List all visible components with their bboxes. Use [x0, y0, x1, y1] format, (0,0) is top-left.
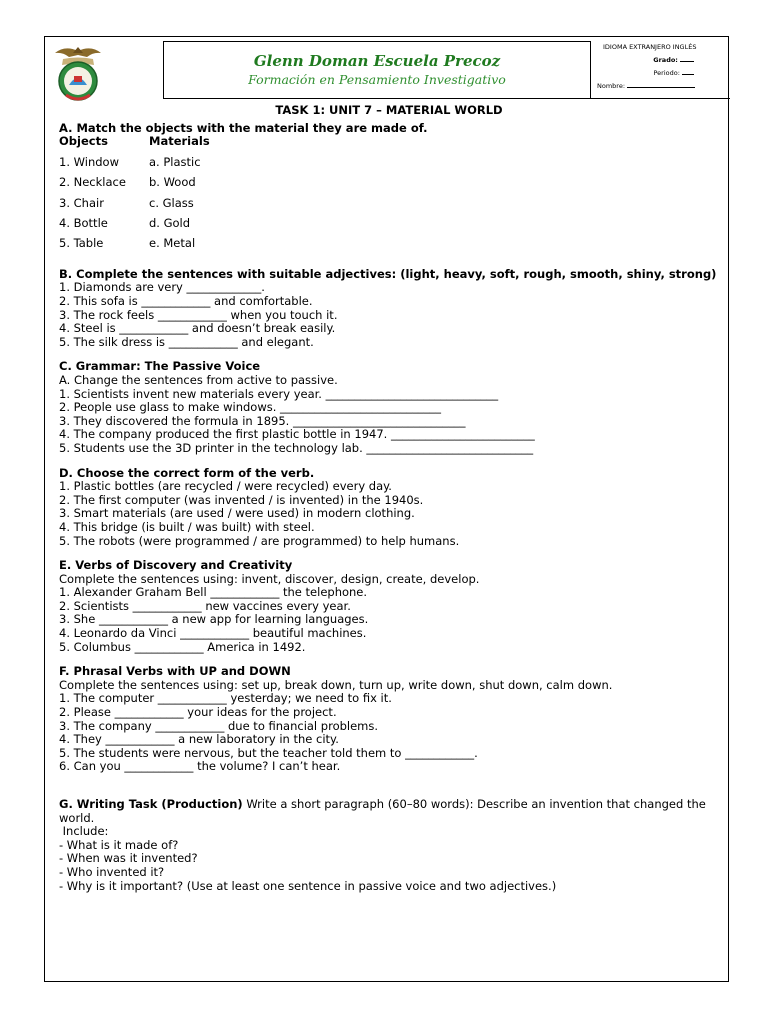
section-a-title: A. Match the objects with the material they are made of.: [59, 120, 428, 135]
sentence-item: 3. The rock feels ____________ when you touch it.: [59, 307, 338, 322]
match-row: [59, 193, 719, 213]
sentence-item: 3. Smart materials (are used / were used) in modern clothing.: [59, 506, 415, 521]
task-title: TASK 1: UNIT 7 – MATERIAL WORLD: [275, 103, 503, 117]
sentence-item: 2. This sofa is ____________ and comfortable.: [59, 294, 313, 308]
sentence-item: 5. The students were nervous, but the teacher told them to ____________.: [59, 745, 478, 760]
match-row: [59, 172, 719, 192]
object-item: 2. Necklace: [59, 175, 126, 190]
sentence-item: 1. Diamonds are very _____________.: [59, 280, 265, 295]
object-item: 3. Chair: [59, 195, 104, 210]
sentence-item: 2. The first computer (was invented / is invented) in the 1940s.: [59, 492, 424, 507]
sentence-item: 3. The company ____________ due to financial problems.: [59, 718, 379, 733]
name-label: Nombre:: [597, 82, 626, 90]
section-c-title: C. Grammar: The Passive Voice: [59, 359, 261, 374]
section-f-instruction: Complete the sentences using: set up, break down, turn up, write down, shut down, calm down.: [59, 677, 613, 692]
material-item: b. Wood: [149, 175, 196, 190]
material-item: e. Metal: [149, 236, 196, 251]
prompt-item: - When was it invented?: [59, 851, 198, 866]
objects-header: Objects: [59, 134, 108, 149]
object-item: 4. Bottle: [59, 216, 108, 230]
match-table-header: [59, 135, 719, 149]
school-name: Glenn Doman Escuela Precoz: [253, 52, 501, 70]
section-g-instruction: Write a short paragraph (60–80 words): Describe an invention that changed the world.: [59, 797, 706, 825]
school-title-box: [163, 41, 591, 99]
sentence-item: 5. Columbus ____________ America in 1492.: [59, 639, 306, 654]
section-b-title: B. Complete the sentences with suitable adjectives: (light, heavy, soft, rough, smooth, shiny, strong): [59, 266, 717, 281]
grade-row: [597, 54, 724, 67]
student-info-box: [597, 41, 724, 93]
match-row: [59, 152, 719, 172]
sentence-item: 5. Students use the 3D printer in the technology lab. _____________________________: [59, 440, 534, 455]
section-g-include: Include:: [59, 824, 109, 839]
sentence-item: 2. People use glass to make windows. ____________________________: [59, 400, 442, 415]
subject-label: IDIOMA EXTRANJERO INGLÉS: [603, 43, 697, 51]
worksheet-page: [44, 36, 729, 982]
materials-header: Materials: [149, 134, 210, 149]
material-item: a. Plastic: [149, 154, 201, 169]
grade-label: Grado:: [653, 56, 678, 64]
sentence-item: 5. The robots (were programmed / are programmed) to help humans.: [59, 533, 460, 548]
name-row: [597, 80, 724, 93]
match-row: [59, 213, 719, 233]
prompt-item: - What is it made of?: [59, 837, 179, 852]
sentence-item: 3. They discovered the formula in 1895. ______________________________: [59, 413, 466, 428]
section-d-title: D. Choose the correct form of the verb.: [59, 465, 315, 480]
period-row: [597, 67, 724, 80]
sentence-item: 6. Can you ____________ the volume? I can’t hear.: [59, 759, 341, 774]
object-item: 5. Table: [59, 236, 104, 251]
section-g-paragraph: [59, 798, 719, 825]
sentence-item: 1. Alexander Graham Bell ____________ the telephone.: [59, 585, 368, 600]
period-label: Periodo:: [653, 69, 680, 77]
sentence-item: 1. The computer ____________ yesterday; we need to fix it.: [59, 691, 392, 706]
section-g-title: G. Writing Task (Production): [59, 797, 243, 811]
sentence-item: 4. Leonardo da Vinci ____________ beautiful machines.: [59, 626, 367, 641]
sentence-item: 2. Scientists ____________ new vaccines every year.: [59, 598, 351, 613]
sentence-item: 1. Plastic bottles (are recycled / were recycled) every day.: [59, 479, 392, 494]
grade-field[interactable]: [680, 61, 694, 62]
header-divider: [203, 98, 730, 99]
sentence-item: 4. The company produced the first plastic bottle in 1947. _________________________: [59, 427, 535, 442]
object-item: 1. Window: [59, 154, 119, 169]
section-f-title: F. Phrasal Verbs with UP and DOWN: [59, 664, 291, 679]
sentence-item: 3. She ____________ a new app for learning languages.: [59, 612, 369, 627]
school-subtitle: Formación en Pensamiento Investigativo: [248, 72, 506, 87]
prompt-item: - Who invented it?: [59, 864, 165, 879]
sentence-item: 1. Scientists invent new materials every year. ______________________________: [59, 386, 499, 401]
sentence-item: 4. This bridge (is built / was built) with steel.: [59, 519, 315, 534]
sentence-item: 4. They ____________ a new laboratory in the city.: [59, 732, 339, 747]
match-row: [59, 233, 719, 253]
name-field[interactable]: [627, 87, 695, 88]
school-emblem-icon: [53, 43, 103, 105]
worksheet-content: [59, 104, 719, 893]
section-e-instruction: Complete the sentences using: invent, discover, design, create, develop.: [59, 571, 480, 586]
section-c-instruction: A. Change the sentences from active to passive.: [59, 372, 338, 387]
sentence-item: 4. Steel is ____________ and doesn’t break easily.: [59, 321, 336, 336]
material-item: d. Gold: [149, 216, 191, 230]
sentence-item: 5. The silk dress is ____________ and elegant.: [59, 334, 314, 349]
section-e-title: E. Verbs of Discovery and Creativity: [59, 558, 293, 573]
prompt-item: - Why is it important? (Use at least one sentence in passive voice and two adjectives.): [59, 878, 557, 893]
sentence-item: 2. Please ____________ your ideas for the project.: [59, 705, 337, 720]
period-field[interactable]: [682, 74, 694, 75]
material-item: c. Glass: [149, 195, 194, 210]
